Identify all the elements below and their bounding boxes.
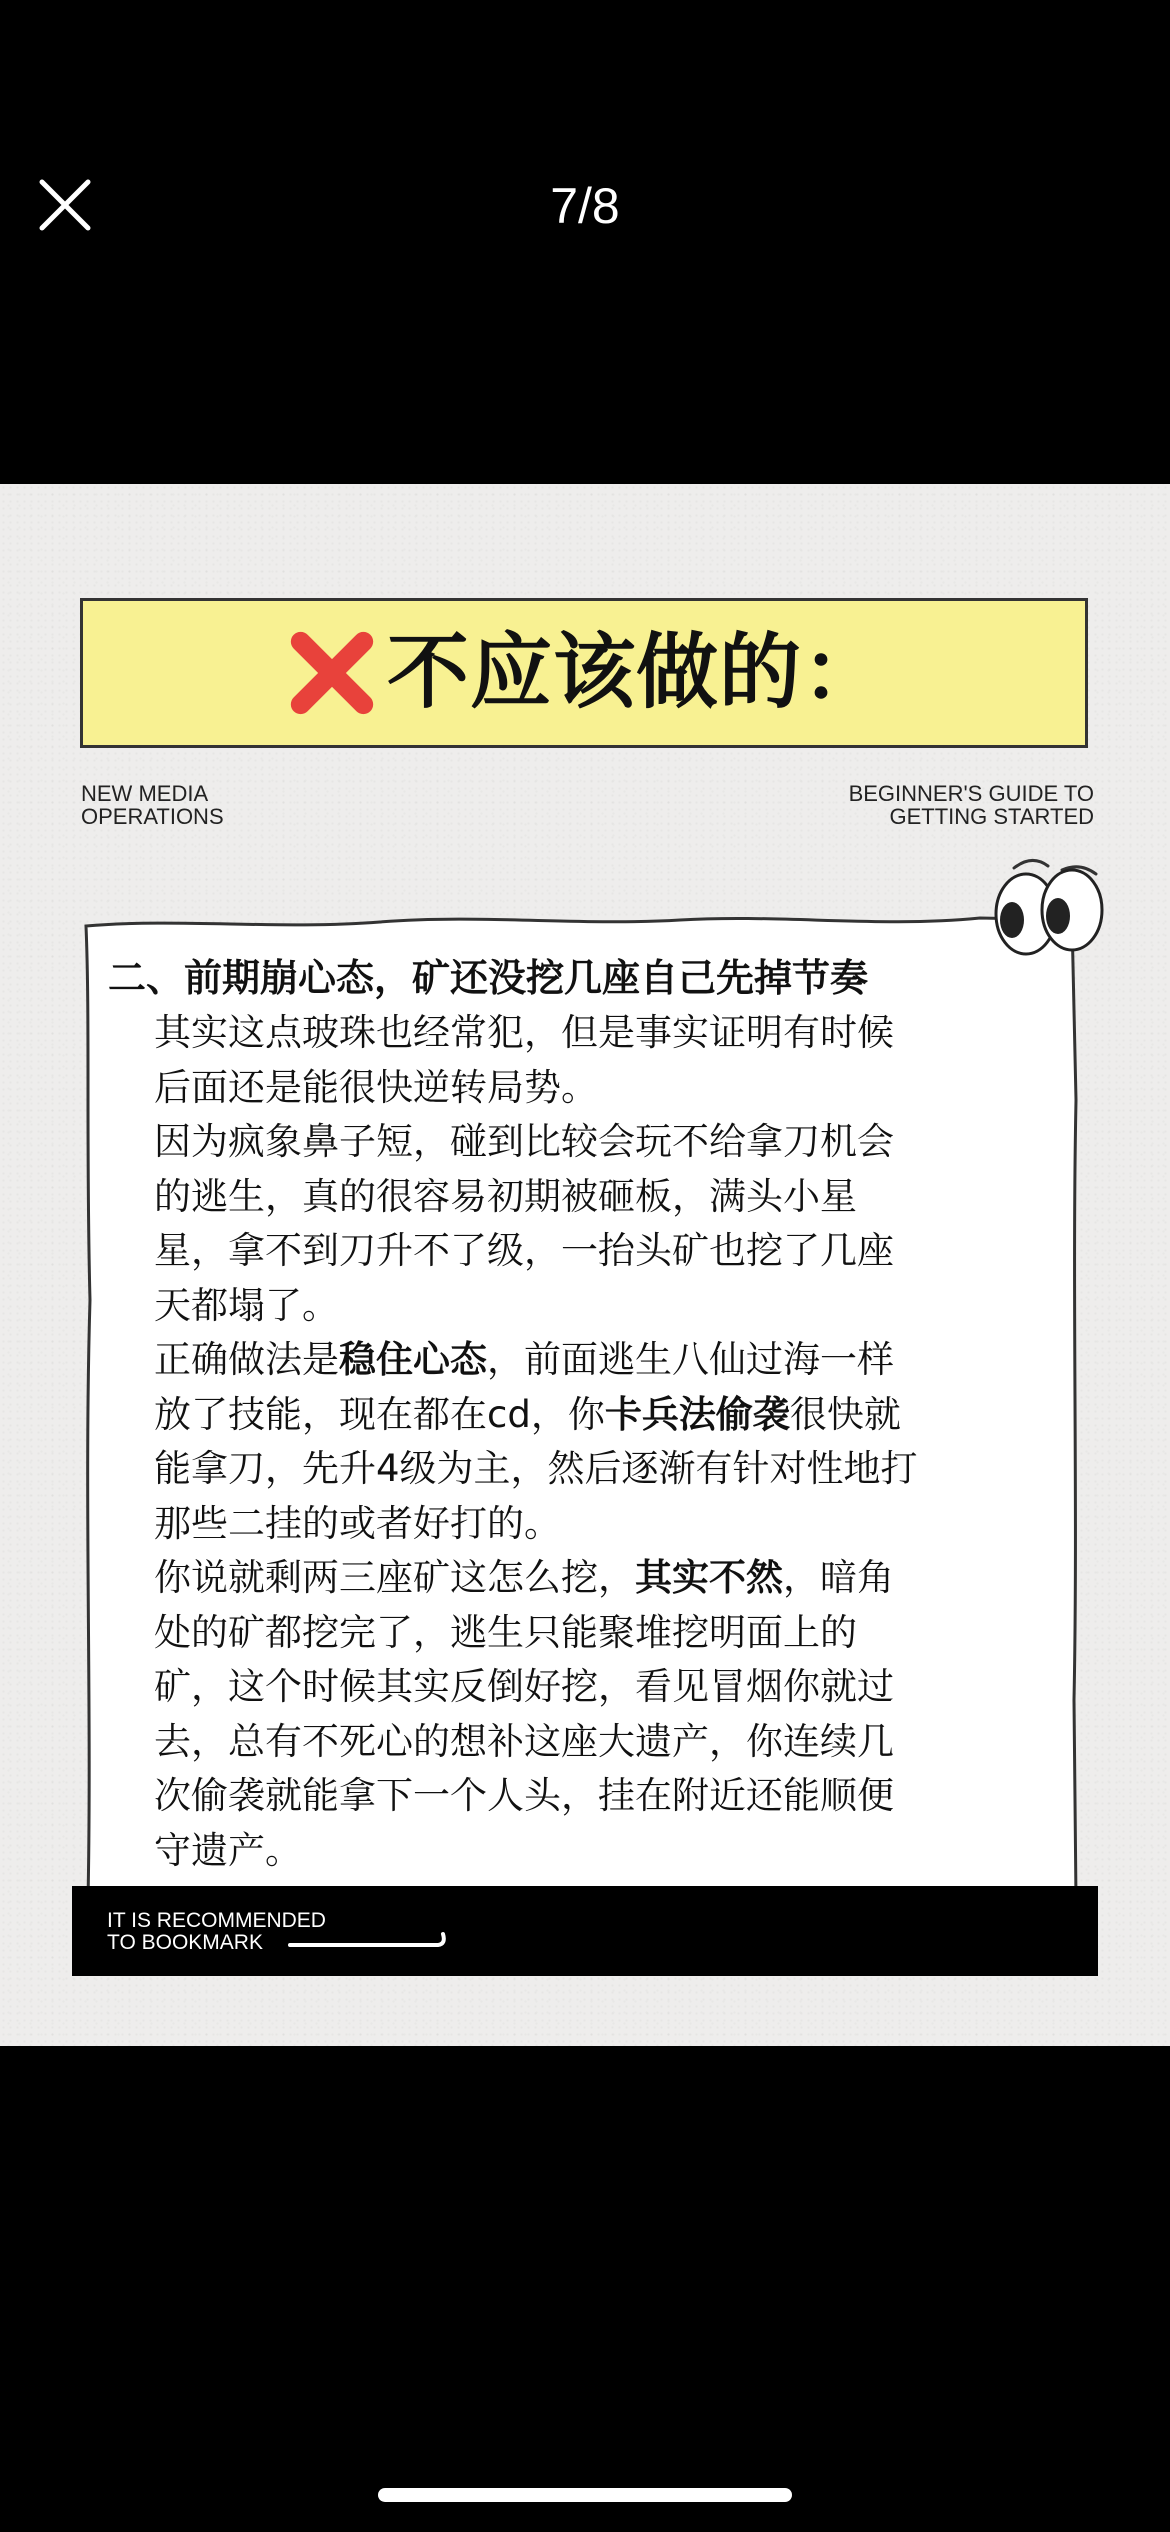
subtitle-left bbox=[81, 782, 224, 828]
footer-label-line: IT IS RECOMMENDED bbox=[107, 1909, 326, 1932]
body-line bbox=[154, 1170, 1014, 1225]
body-segment: 其实这点玻珠也经常犯，但是事实证明有时候 bbox=[154, 1011, 894, 1054]
body-line bbox=[154, 1006, 1014, 1061]
subtitle-right-line: GETTING STARTED bbox=[889, 804, 1094, 829]
section-heading: 二、前期崩心态，矿还没挖几座自己先掉节奏 bbox=[108, 956, 869, 1000]
page-counter: 7/8 bbox=[550, 178, 620, 234]
footer-bar bbox=[72, 1886, 1098, 1976]
subtitle-left-line: NEW MEDIA bbox=[81, 781, 209, 806]
arrow-line-icon bbox=[288, 1922, 458, 1952]
body-line bbox=[154, 1606, 1014, 1661]
body-line bbox=[154, 1279, 1014, 1334]
body-segment: 能拿刀，先升4级为主，然后逐渐有针对性地打 bbox=[154, 1447, 918, 1490]
body-line bbox=[154, 1388, 1014, 1443]
body-line bbox=[154, 1333, 1014, 1388]
body-line bbox=[154, 1769, 1014, 1824]
body-emphasis: 卡兵法偷袭 bbox=[604, 1392, 790, 1436]
body-line bbox=[154, 1115, 1014, 1170]
body-line bbox=[154, 1551, 1014, 1606]
body-segment: 处的矿都挖完了，逃生只能聚堆挖明面上的 bbox=[154, 1610, 857, 1654]
body-line bbox=[154, 1224, 1014, 1279]
title-banner bbox=[80, 598, 1088, 748]
body-segment: 那些二挂的或者好打的。 bbox=[154, 1501, 561, 1545]
body-line bbox=[154, 1824, 1014, 1879]
footer-label-line: TO BOOKMARK bbox=[107, 1931, 263, 1954]
viewer-top-bar bbox=[0, 0, 1170, 484]
body-line bbox=[154, 1497, 1014, 1552]
subtitle-right bbox=[849, 782, 1094, 828]
body-line bbox=[154, 1061, 1014, 1116]
body-segment: 守遗产。 bbox=[154, 1828, 302, 1872]
subtitle-right-line: BEGINNER'S GUIDE TO bbox=[848, 781, 1094, 806]
body-segment: 矿，这个时候其实反倒好挖，看见冒烟你就过 bbox=[154, 1665, 894, 1708]
body-segment: 正确做法是 bbox=[154, 1338, 339, 1381]
body-line bbox=[154, 1660, 1014, 1715]
body-emphasis: 其实不然 bbox=[635, 1556, 783, 1599]
home-indicator[interactable] bbox=[378, 2488, 792, 2502]
body-segment: 星，拿不到刀升不了级，一抬头矿也挖了几座 bbox=[154, 1229, 894, 1272]
subtitle-left-line: OPERATIONS bbox=[81, 804, 224, 829]
body-segment: 天都塌了。 bbox=[154, 1283, 339, 1327]
red-cross-mark-icon bbox=[283, 624, 381, 722]
body-segment: 你说就剩两三座矿这怎么挖， bbox=[154, 1556, 635, 1599]
body-segment: 放了技能，现在都在cd，你 bbox=[154, 1392, 605, 1436]
body-emphasis: 稳住心态 bbox=[339, 1338, 487, 1381]
body-segment: ，前面逃生八仙过海一样 bbox=[487, 1338, 894, 1381]
body-segment: 的逃生，真的很容易初期被砸板，满头小星 bbox=[154, 1174, 857, 1218]
post-title: 不应该做的： bbox=[386, 625, 885, 720]
body-segment: ，暗角 bbox=[783, 1556, 894, 1599]
body-line bbox=[154, 1715, 1014, 1770]
body-text bbox=[154, 1006, 1014, 1878]
body-segment: 后面还是能很快逆转局势。 bbox=[154, 1065, 598, 1109]
body-segment: 因为疯象鼻子短，碰到比较会玩不给拿刀机会 bbox=[154, 1120, 894, 1163]
body-segment: 去，总有不死心的想补这座大遗产，你连续几 bbox=[154, 1719, 894, 1763]
post-image bbox=[0, 484, 1170, 2046]
body-segment: 次偷袭就能拿下一个人头，挂在附近还能顺便 bbox=[154, 1774, 894, 1817]
body-segment: 很快就 bbox=[789, 1392, 901, 1436]
body-line bbox=[154, 1442, 1014, 1497]
